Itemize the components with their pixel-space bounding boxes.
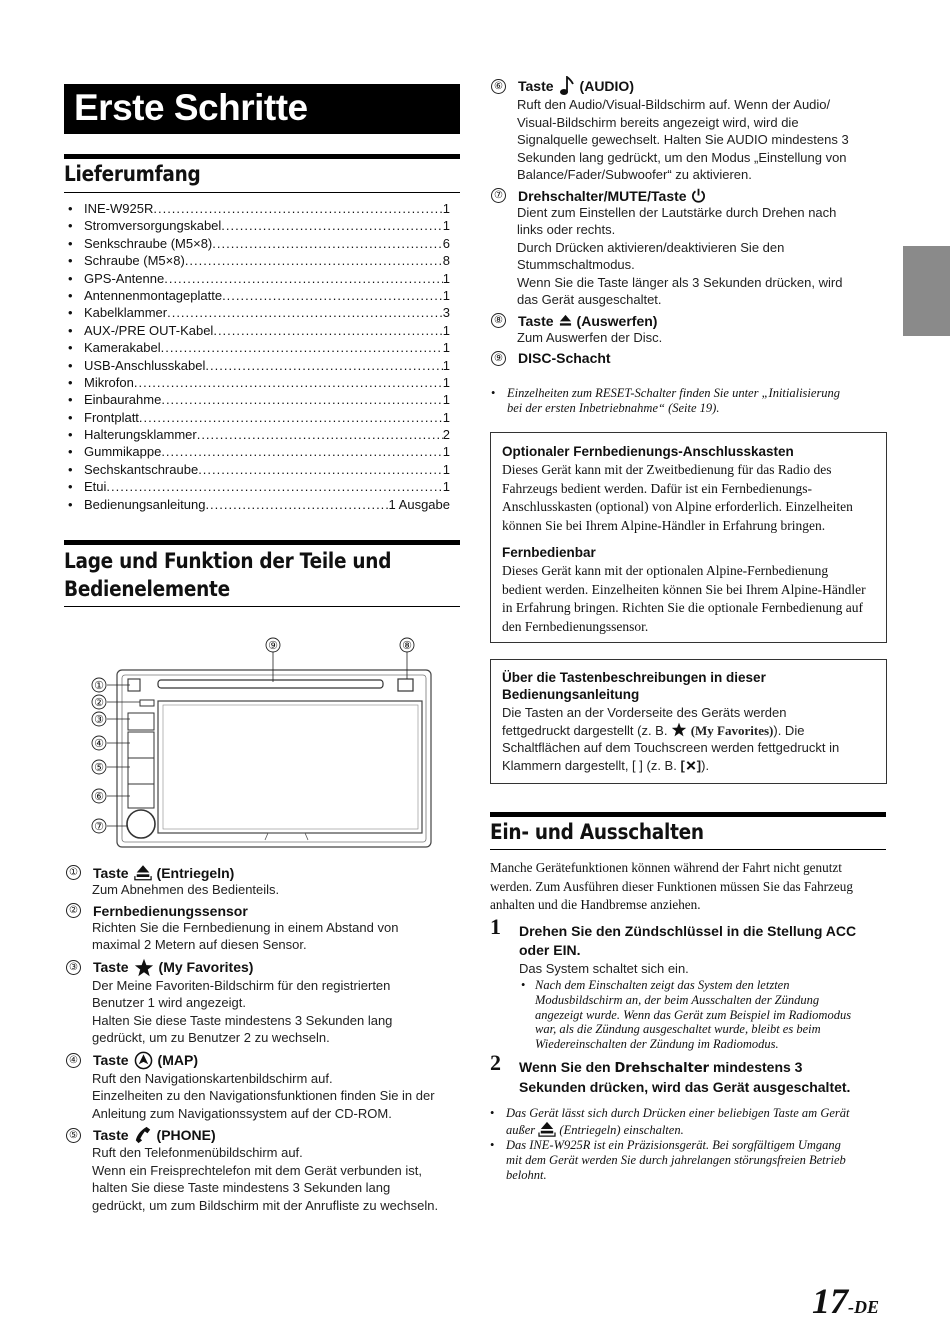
part-quantity: 1 bbox=[442, 444, 450, 460]
text-line: Ruft den Audio/Visual-Bildschirm auf. Wenn der Audio/ bbox=[517, 97, 831, 112]
control-item-description bbox=[92, 1144, 466, 1214]
reset-note: • Einzelheiten zum RESET-Schalter finden Sie unter „Initialisierung bei der ersten Inbetriebnahme“ (Seite 19). bbox=[491, 386, 841, 415]
text-line: Visual-Bildschirm bereits angezeigt wird, wird die bbox=[517, 114, 799, 130]
control-item-heading bbox=[66, 1126, 466, 1144]
item-number: ⑤ bbox=[66, 1128, 81, 1143]
parts-list-item bbox=[68, 426, 450, 443]
bullet: • bbox=[68, 270, 73, 286]
note-line: mit dem Gerät werden Sie durch jahrelangen störungsfreien Betrieb bbox=[506, 1153, 846, 1167]
text-line: gedrückt, um zu Benutzer 2 zu wechseln. bbox=[92, 1030, 330, 1045]
text-line: Wenn ein Freisprechtelefon mit dem Gerät verbunden ist, bbox=[92, 1162, 422, 1178]
control-item-description bbox=[517, 96, 891, 184]
text-part: Wenn Sie den bbox=[519, 1059, 615, 1075]
leader-dots bbox=[185, 252, 443, 269]
control-item bbox=[66, 1126, 466, 1214]
leader-dots bbox=[134, 374, 443, 391]
part-quantity: 1 bbox=[442, 461, 450, 477]
leader-dots bbox=[167, 304, 443, 321]
item-number: ⑥ bbox=[491, 79, 506, 94]
control-item-heading bbox=[491, 350, 891, 366]
bullet: • bbox=[68, 479, 73, 495]
text-line: das Gerät ausgeschaltet. bbox=[517, 292, 662, 307]
navigation-arrow-icon bbox=[129, 1051, 158, 1070]
note-line: Modusbildschirm an, der beim Ausschalten der Zündung bbox=[535, 992, 820, 1007]
heading-line: Bedienelemente bbox=[64, 577, 230, 601]
intro-paragraph bbox=[490, 859, 890, 915]
button-name: (My Favorites) bbox=[690, 722, 774, 738]
callout-9: ⑨ bbox=[268, 640, 278, 652]
text-part: ). Die bbox=[773, 722, 805, 738]
item-label: Taste bbox=[93, 1127, 129, 1143]
item-label-suffix: (AUDIO) bbox=[579, 78, 634, 94]
control-item bbox=[66, 903, 466, 954]
step-1-result: Das System schaltet sich ein. bbox=[519, 961, 689, 976]
section-heading-lage bbox=[64, 547, 391, 603]
text-line: halten Sie diese Taste mindestens 3 Sekunden lang bbox=[92, 1180, 391, 1195]
text-line: Dieses Gerät kann mit der optionalen Alpine-Fernbedienung bbox=[502, 563, 829, 578]
control-item-heading bbox=[66, 903, 466, 919]
leader-dots bbox=[212, 235, 443, 252]
parts-list-item bbox=[68, 443, 450, 460]
chapter-tab bbox=[903, 246, 950, 336]
note-line: Nach dem Einschalten zeigt das System den letzten bbox=[535, 978, 790, 992]
note-line: (Entriegeln) einschalten. bbox=[556, 1123, 684, 1137]
control-item bbox=[66, 958, 466, 1047]
part-quantity: 1 bbox=[442, 218, 450, 234]
control-item-heading bbox=[66, 1051, 466, 1070]
item-number: ⑧ bbox=[491, 313, 506, 328]
leader-dots bbox=[222, 287, 443, 304]
control-item-heading bbox=[491, 313, 891, 329]
part-name: INE-W925R bbox=[84, 201, 154, 216]
box-paragraph bbox=[502, 704, 875, 774]
part-quantity: 1 bbox=[442, 270, 450, 286]
text-line: Stummschaltmodus. bbox=[517, 257, 635, 272]
control-item-description bbox=[517, 204, 891, 309]
text-line: Fahrzeugs bedient werden. Dafür ist ein Fernbedienungs- bbox=[502, 480, 813, 496]
star-icon bbox=[671, 722, 687, 737]
text-line: Benutzer 1 wird angezeigt. bbox=[92, 995, 246, 1010]
text-line: Ruft den Telefonmenübildschirm auf. bbox=[92, 1145, 303, 1160]
parts-list-item bbox=[68, 496, 450, 513]
item-number: ③ bbox=[66, 960, 81, 975]
part-name: Gummikappe bbox=[84, 444, 162, 460]
text-line: Manche Gerätefunktionen können während der Fahrt nicht genutzt bbox=[490, 860, 842, 875]
eject-release-icon bbox=[129, 864, 157, 881]
part-name: Schraube (M5×8) bbox=[84, 253, 185, 269]
leader-dots bbox=[205, 357, 442, 374]
leader-dots bbox=[161, 391, 442, 408]
part-quantity: 1 bbox=[442, 340, 450, 356]
leader-dots bbox=[197, 426, 443, 443]
text-line: in Erfahrung bringen. Richten Sie die optionale Fernbedienung auf bbox=[502, 600, 864, 615]
volume-knob bbox=[127, 810, 155, 838]
item-label-suffix: (Auswerfen) bbox=[576, 312, 658, 329]
parts-list-item bbox=[68, 409, 450, 426]
part-name: AUX-/PRE OUT-Kabel bbox=[84, 322, 214, 338]
note-line: belohnt. bbox=[506, 1168, 547, 1182]
step-1-instruction bbox=[519, 922, 889, 960]
item-label: Taste bbox=[518, 312, 554, 329]
callout-4: ④ bbox=[94, 738, 104, 750]
note-line: angezeigt wurde. Wenn das Gerät zum Beispiel im Radiomodus bbox=[535, 1007, 852, 1022]
page-title: Erste Schritte bbox=[64, 84, 460, 134]
control-list-right bbox=[491, 76, 891, 370]
part-name: USB-Anschlusskabel bbox=[84, 357, 206, 373]
text-line: Halten Sie diese Taste mindestens 3 Sekunden lang bbox=[92, 1012, 393, 1028]
bullet: • bbox=[68, 409, 73, 425]
note-line: war, als die Zündung ausgeschaltet wurde, bleibt es beim bbox=[535, 1022, 821, 1037]
callout-3: ③ bbox=[94, 714, 104, 726]
control-item bbox=[66, 1051, 466, 1123]
star-icon bbox=[129, 958, 159, 977]
part-name: Sechskantschraube bbox=[84, 461, 199, 477]
part-quantity: 1 bbox=[442, 392, 450, 408]
part-name: Antennenmontageplatte bbox=[84, 287, 223, 303]
text-line: Balance/Fader/Subwoofer“ zu aktivieren. bbox=[517, 167, 752, 182]
text-line: Ruft den Navigationskartenbildschirm auf. bbox=[92, 1070, 333, 1086]
page-language-suffix: -DE bbox=[848, 1297, 879, 1317]
text-line: Zum Abnehmen des Bedienteils. bbox=[92, 882, 280, 897]
part-quantity: 1 bbox=[442, 322, 450, 338]
item-number: ⑦ bbox=[491, 188, 506, 203]
text-line: Signalquelle gewechselt. Halten Sie AUDIO mindestens 3 bbox=[517, 132, 849, 147]
heading-underline bbox=[64, 192, 460, 193]
part-name: GPS-Antenne bbox=[84, 270, 165, 286]
section-heading-lieferumfang: Lieferumfang bbox=[64, 162, 201, 186]
bullet: • bbox=[68, 357, 73, 373]
note-line: Einzelheiten zum RESET-Schalter finden Sie unter „Initialisierung bbox=[507, 386, 841, 400]
control-item-heading bbox=[491, 76, 891, 96]
text-line: Durch Drücken aktivieren/deaktivieren Sie den bbox=[517, 239, 785, 255]
control-item-heading bbox=[491, 188, 891, 204]
info-box-remote bbox=[490, 432, 887, 643]
text-line: links oder rechts. bbox=[517, 222, 616, 237]
step-2-instruction bbox=[519, 1058, 891, 1097]
remote-sensor bbox=[140, 700, 154, 706]
control-list-left bbox=[66, 864, 466, 1218]
text-line: gedrückt, um zum Bildschirm mit der Anrufliste zu wechseln. bbox=[92, 1197, 439, 1213]
parts-list-item bbox=[68, 200, 450, 217]
bullet: • bbox=[68, 461, 73, 477]
device-front-diagram bbox=[80, 635, 440, 850]
text-line: Einzelheiten zu den Navigationsfunktionen finden Sie in der bbox=[92, 1088, 435, 1103]
item-label: DISC-Schacht bbox=[518, 350, 611, 366]
text-line: maximal 2 Metern auf diesen Sensor. bbox=[92, 937, 307, 952]
control-item-description bbox=[92, 977, 466, 1047]
leader-dots bbox=[106, 478, 442, 495]
leader-dots bbox=[213, 322, 442, 339]
control-item-description bbox=[92, 1070, 466, 1123]
text-part: fettgedruckt dargestellt (z. B. bbox=[502, 722, 672, 738]
part-name: Frontplatt bbox=[84, 409, 139, 425]
text-line: Wenn Sie die Taste länger als 3 Sekunden drücken, wird bbox=[517, 274, 843, 290]
callout-1: ① bbox=[94, 680, 104, 692]
text-line: den Fernbedienungssensor. bbox=[502, 618, 649, 634]
text-part: Klammern dargestellt, [ ] (z. B. bbox=[502, 757, 681, 773]
text-part: mindestens 3 bbox=[709, 1059, 803, 1075]
text-line: Der Meine Favoriten-Bildschirm für den registrierten bbox=[92, 977, 391, 993]
control-item bbox=[491, 76, 891, 184]
parts-list-item bbox=[68, 339, 450, 356]
bullet: • bbox=[68, 201, 73, 216]
control-item-heading bbox=[66, 958, 466, 977]
leader-dots bbox=[164, 270, 443, 287]
bullet: • bbox=[68, 427, 73, 443]
parts-list-item bbox=[68, 287, 450, 304]
close-icon: [ ] bbox=[680, 757, 702, 773]
parts-list-item bbox=[68, 252, 450, 269]
part-quantity: 8 bbox=[442, 253, 450, 269]
leader-dots bbox=[139, 409, 443, 426]
item-label: Drehschalter/MUTE/Taste bbox=[518, 187, 687, 204]
part-quantity: 1 bbox=[442, 479, 450, 495]
text-line: Dient zum Einstellen der Lautstärke durch Drehen nach bbox=[517, 204, 837, 220]
music-note-icon bbox=[554, 76, 580, 96]
callout-5: ⑤ bbox=[94, 762, 104, 774]
bullet: • bbox=[68, 235, 73, 251]
box-paragraph bbox=[502, 461, 875, 535]
item-label-suffix: (PHONE) bbox=[156, 1127, 216, 1143]
item-number: ② bbox=[66, 903, 81, 918]
text-line: Dieses Gerät kann mit der Zweitbedienung für das Radio des bbox=[502, 462, 832, 477]
leader-dots bbox=[221, 217, 442, 234]
text-line: Anleitung zum Navigationssystem auf der CD-ROM. bbox=[92, 1105, 392, 1121]
parts-list-item bbox=[68, 322, 450, 339]
button-name: Drehschalter bbox=[614, 1061, 710, 1076]
part-quantity: 1 bbox=[442, 357, 450, 373]
note-line: außer bbox=[506, 1123, 539, 1137]
control-item bbox=[491, 313, 891, 347]
parts-list-item bbox=[68, 357, 450, 374]
leader-dots bbox=[153, 200, 442, 217]
text-line: bedient werden. Einzelheiten können Sie bei Ihrem Alpine-Händler bbox=[502, 581, 866, 597]
power-icon bbox=[687, 188, 710, 203]
text-line: Sekunden lang gedrückt, um den Modus „Einstellung von bbox=[517, 149, 847, 165]
text-line: Schaltflächen auf dem Touchscreen werden fettgedruckt in bbox=[502, 740, 840, 755]
eject-icon bbox=[554, 314, 577, 327]
bullet: • bbox=[68, 287, 73, 303]
bullet: • bbox=[68, 305, 73, 321]
part-quantity: 2 bbox=[442, 427, 450, 443]
control-item bbox=[491, 188, 891, 309]
callout-6: ⑥ bbox=[94, 791, 104, 803]
part-name: Kabelklammer bbox=[84, 305, 168, 321]
leader-dots bbox=[205, 496, 388, 513]
part-quantity: 1 bbox=[442, 409, 450, 425]
bullet: • bbox=[68, 253, 73, 269]
part-name: Etui bbox=[84, 479, 107, 495]
item-label: Fernbedienungssensor bbox=[93, 902, 248, 919]
part-quantity: 1 bbox=[442, 374, 450, 390]
text-line: Richten Sie die Fernbedienung in einem Abstand von bbox=[92, 919, 399, 935]
part-quantity: 1 bbox=[442, 201, 450, 216]
text-line: werden. Zum Ausführen dieser Funktionen müssen Sie das Fahrzeug bbox=[490, 878, 853, 894]
box-heading: Fernbedienbar bbox=[502, 545, 596, 560]
bullet: • bbox=[68, 444, 73, 460]
text-line bbox=[519, 1058, 891, 1078]
control-item bbox=[491, 350, 891, 366]
control-item-description bbox=[92, 881, 466, 899]
page-number-value: 17 bbox=[812, 1281, 848, 1321]
heading-underline bbox=[490, 849, 886, 850]
control-item-description bbox=[92, 919, 466, 954]
part-name: Einbaurahme bbox=[84, 392, 162, 408]
bullet: • bbox=[68, 496, 73, 512]
control-item-description bbox=[517, 329, 891, 347]
part-name: Halterungsklammer bbox=[84, 427, 197, 443]
text-line: anhalten und die Handbremse anziehen. bbox=[490, 897, 701, 912]
part-quantity: 6 bbox=[442, 235, 450, 251]
bullet: • bbox=[68, 374, 73, 390]
closing-notes: • Das Gerät lässt sich durch Drücken einer beliebigen Taste am Gerät außer (Entriegeln) einschalten. • Das INE-W925R ist ein Präzisionsgerät. Bei sorgfältigem Umgang mit dem Gerät werden Sie durch jahrelangen störungsfreien Betrieb belohnt. bbox=[490, 1106, 850, 1182]
leader-dots bbox=[161, 339, 443, 356]
bullet: • bbox=[68, 340, 73, 356]
note-line: Das INE-W925R ist ein Präzisionsgerät. Bei sorgfältigem Umgang bbox=[506, 1138, 841, 1152]
parts-list-item bbox=[68, 304, 450, 321]
text-line: Sekunden drücken, wird das Gerät ausgeschaltet. bbox=[519, 1079, 851, 1095]
item-label-suffix: (MAP) bbox=[157, 1052, 198, 1068]
part-name: Kamerakabel bbox=[84, 340, 161, 356]
note-line: Wiedereinschalten der Zündung im Radiomodus. bbox=[535, 1037, 779, 1052]
parts-list-item bbox=[68, 478, 450, 495]
text-line: Anschlusskasten (optional) von Alpine erforderlich. Einzelheiten bbox=[502, 499, 853, 514]
callout-7: ⑦ bbox=[94, 821, 104, 833]
heading-line: Lage und Funktion der Teile und bbox=[64, 549, 392, 573]
disc-slot bbox=[158, 680, 383, 688]
eject-release-icon bbox=[538, 1121, 556, 1137]
control-item bbox=[66, 864, 466, 899]
callout-2: ② bbox=[94, 697, 104, 709]
leader-dots bbox=[161, 443, 442, 460]
box-heading: Optionaler Fernbedienungs-Anschlusskasten bbox=[502, 444, 794, 459]
section-rule bbox=[64, 154, 460, 159]
item-number: ⑨ bbox=[491, 351, 506, 366]
heading-underline bbox=[64, 606, 460, 607]
text-line bbox=[502, 722, 875, 740]
text-line: Die Tasten an der Vorderseite des Geräts werden bbox=[502, 705, 787, 720]
section-rule bbox=[64, 540, 460, 545]
note-line: bei der ersten Inbetriebnahme“ (Seite 19). bbox=[507, 401, 720, 415]
step-number: 1 bbox=[490, 914, 501, 939]
control-item-heading bbox=[66, 864, 466, 881]
box-heading: Über die Tastenbeschreibungen in dieser bbox=[502, 670, 766, 685]
step-number: 2 bbox=[490, 1050, 501, 1075]
box-heading: Bedienungsanleitung bbox=[502, 687, 640, 702]
parts-list bbox=[68, 200, 450, 513]
item-number: ④ bbox=[66, 1053, 81, 1068]
item-label-suffix: (Entriegeln) bbox=[156, 864, 235, 881]
phone-icon bbox=[129, 1126, 157, 1144]
bullet: • bbox=[68, 218, 73, 234]
item-label: Taste bbox=[93, 1052, 129, 1068]
section-rule bbox=[490, 812, 886, 817]
step-1-note: • Nach dem Einschalten zeigt das System den letzten Modusbildschirm an, der beim Ausschalten der Zündung angezeigt wurde. Wenn das Gerät zum Beispiel im Radiomodus war, als die Zündung ausgeschaltet wurde, bleibt es beim Wiedereinschalten der Zündung im Radiomodus. bbox=[521, 978, 852, 1052]
note-line: Das Gerät lässt sich durch Drücken einer beliebigen Taste am Gerät bbox=[506, 1106, 850, 1120]
text-line: Zum Auswerfen der Disc. bbox=[517, 329, 663, 345]
part-quantity: 1 Ausgabe bbox=[388, 496, 450, 512]
item-label-suffix: (My Favorites) bbox=[158, 959, 254, 975]
parts-list-item bbox=[68, 217, 450, 234]
item-label: Taste bbox=[93, 864, 129, 881]
parts-list-item bbox=[68, 374, 450, 391]
bullet: • bbox=[68, 322, 73, 338]
page-number bbox=[812, 1280, 879, 1322]
leader-dots bbox=[198, 461, 443, 478]
text-line bbox=[502, 757, 875, 775]
part-name: Stromversorgungskabel bbox=[84, 218, 222, 234]
text-line: können Sie bei Ihrem Alpine-Händler in Erfahrung bringen. bbox=[502, 517, 826, 533]
parts-list-item bbox=[68, 391, 450, 408]
parts-list-item bbox=[68, 461, 450, 478]
bullet: • bbox=[68, 392, 73, 408]
info-box-button-notation bbox=[490, 659, 887, 784]
eject-button bbox=[398, 679, 413, 691]
box-paragraph bbox=[502, 562, 875, 636]
parts-list-item bbox=[68, 270, 450, 287]
text-part: ). bbox=[701, 757, 710, 773]
part-quantity: 1 bbox=[442, 287, 450, 303]
part-quantity: 3 bbox=[442, 305, 450, 321]
section-heading-ein-aus: Ein- und Ausschalten bbox=[490, 820, 704, 844]
parts-list-item bbox=[68, 235, 450, 252]
item-number: ① bbox=[66, 865, 81, 880]
item-label: Taste bbox=[93, 959, 129, 975]
text-line: oder EIN. bbox=[519, 942, 581, 958]
part-name: Mikrofon bbox=[84, 374, 134, 390]
text-line: Drehen Sie den Zündschlüssel in die Stellung ACC bbox=[519, 923, 857, 939]
item-label: Taste bbox=[518, 78, 554, 94]
part-name: Bedienungsanleitung bbox=[84, 496, 206, 512]
part-name: Senkschraube (M5×8) bbox=[84, 235, 213, 251]
callout-8: ⑧ bbox=[402, 640, 412, 652]
